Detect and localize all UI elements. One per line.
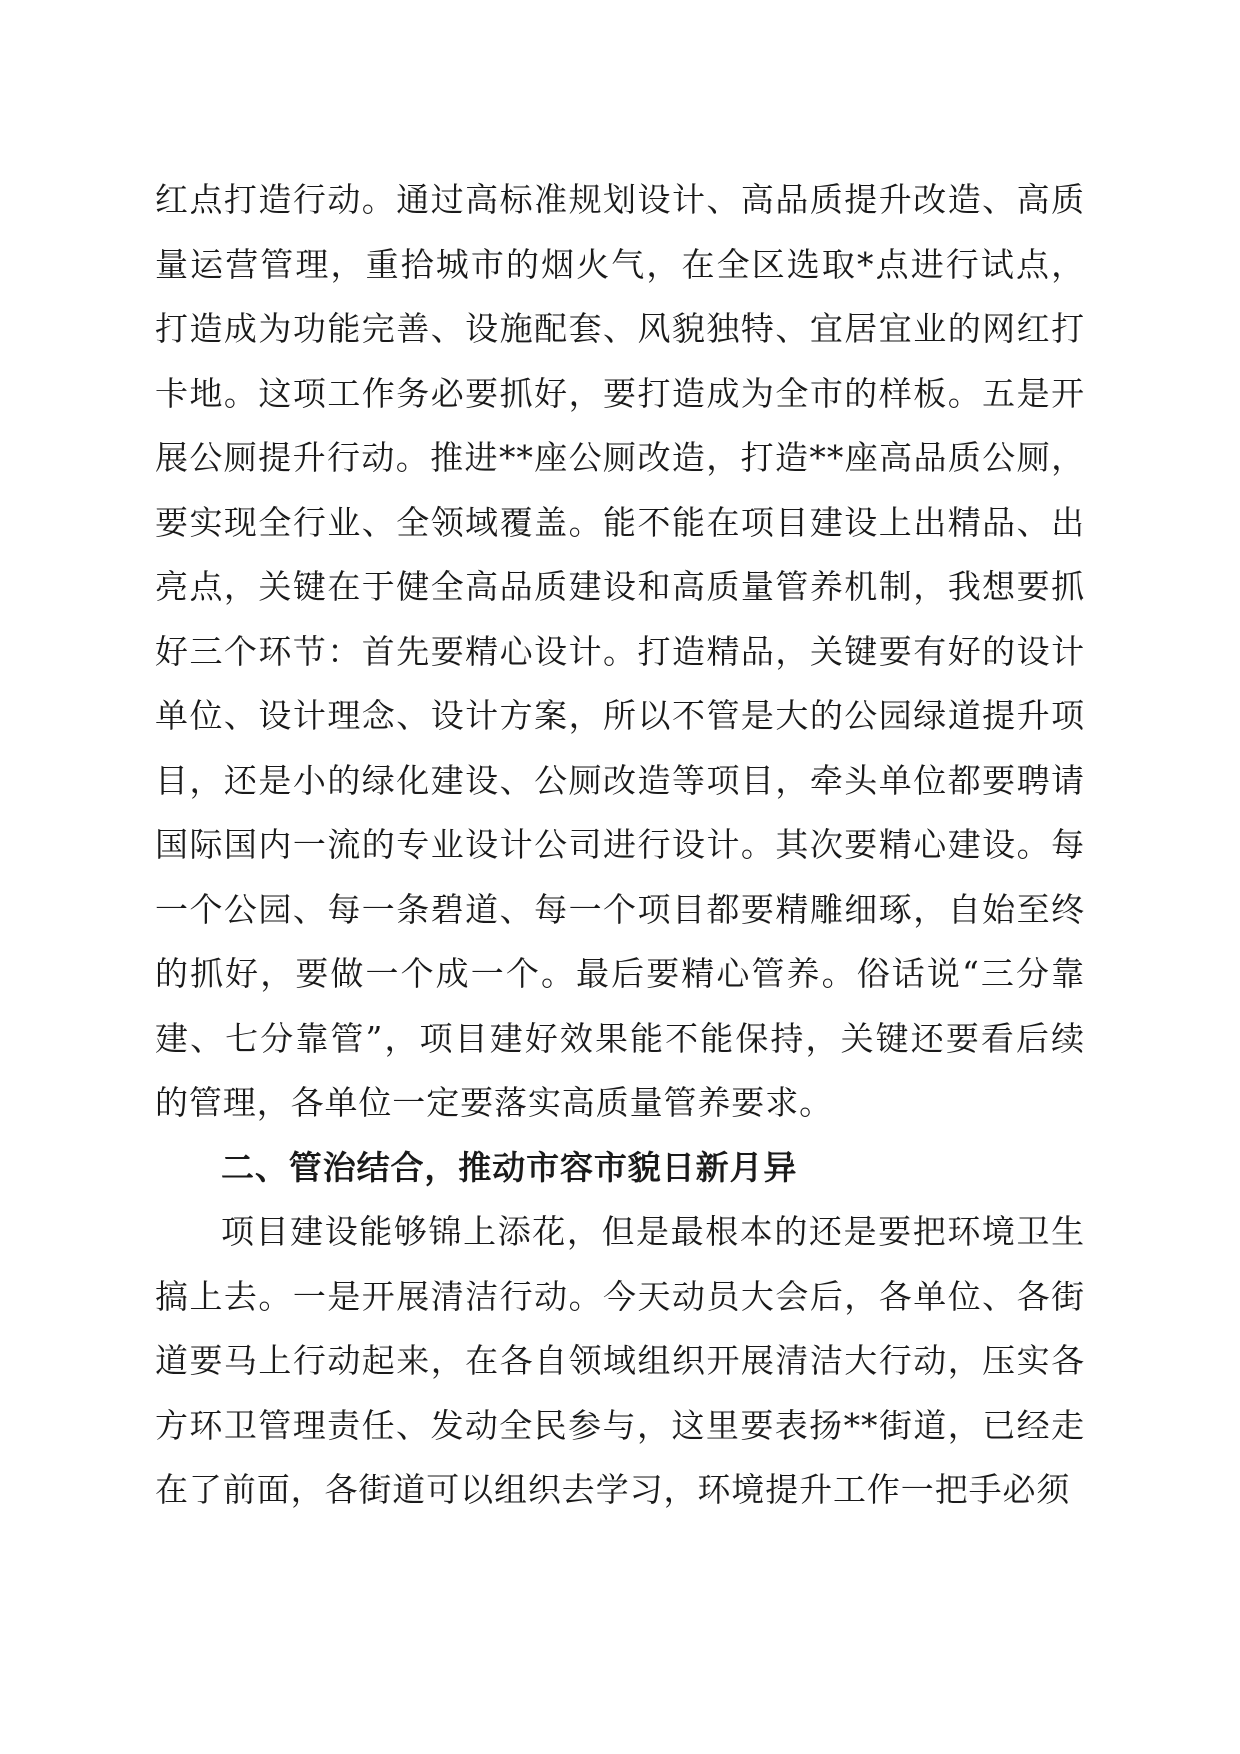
section-heading: 二、管治结合，推动市容市貌日新月异 [221, 1147, 798, 1187]
document-page [155, 168, 1085, 1523]
body-paragraph-continued: 红点打造行动。通过高标准规划设计、高品质提升改造、高质量运营管理，重拾城市的烟火气，在全区选取*点进行试点，打造成为功能完善、设施配套、风貌独特、宜居宜业的网红打卡地。这项工作务必要抓好，要打造成为全市的样板。五是开展公厕提升行动。推进**座公厕改造，打造**座高品质公厕，要实现全行业、全领域覆盖。能不能在项目建设上出精品、出亮点，关键在于健全高品质建设和高质量管养机制，我想要抓好三个环节：首先要精心设计。打造精品，关键要有好的设计单位、设计理念、设计方案，所以不管是大的公园绿道提升项目，还是小的绿化建设、公厕改造等项目，牵头单位都要聘请国际国内一流的专业设计公司进行设计。其次要精心建设。每一个公园、每一条碧道、每一个项目都要精雕细琢，自始至终的抓好，要做一个成一个。最后要精心管养。俗话说“三分靠建、七分靠管”，项目建好效果能不能保持，关键还要看后续的管理，各单位一定要落实高质量管养要求。 [155, 180, 1085, 1122]
body-paragraph: 项目建设能够锦上添花，但是最根本的还是要把环境卫生搞上去。一是开展清洁行动。今天动员大会后，各单位、各街道要马上行动起来，在各自领域组织开展清洁大行动，压实各方环卫管理责任、发动全民参与，这里要表扬**街道，已经走在了前面，各街道可以组织去学习，环境提升工作一把手必须 [155, 1212, 1085, 1509]
